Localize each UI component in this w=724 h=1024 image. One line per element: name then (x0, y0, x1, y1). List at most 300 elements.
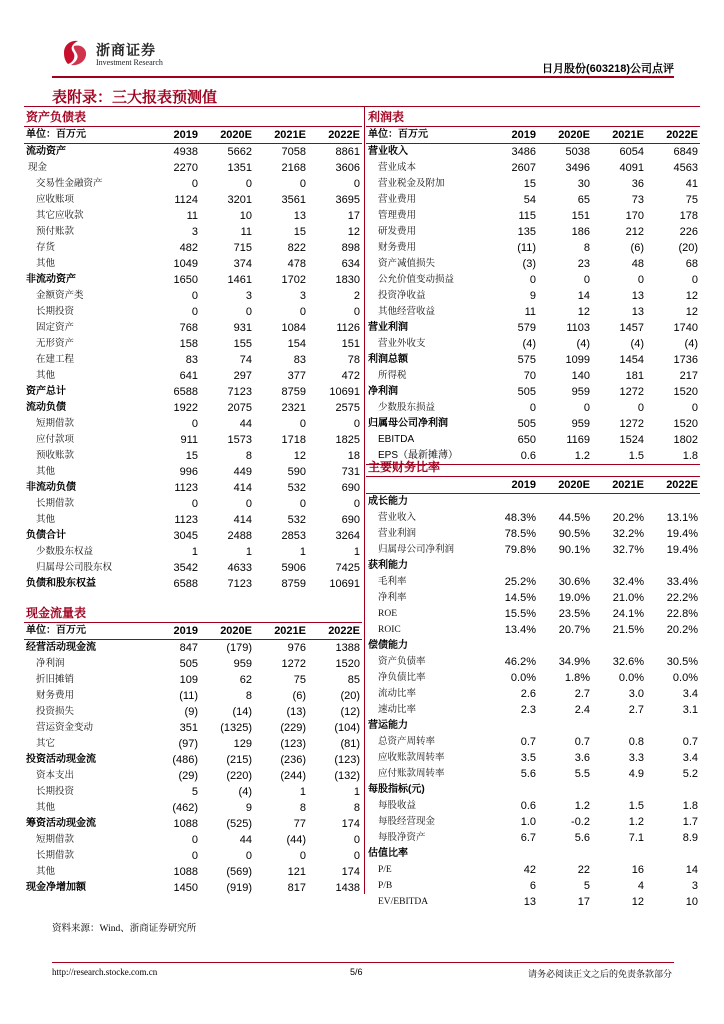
row-value: 6588 (173, 385, 198, 398)
row-value: 75 (685, 193, 698, 206)
row-label: 其他 (36, 866, 56, 877)
table-row (24, 464, 362, 480)
row-value: 0 (529, 273, 536, 286)
table-row (366, 320, 700, 336)
row-label: 其他 (36, 802, 56, 813)
row-value: 7058 (281, 145, 306, 158)
row-value: (462) (172, 801, 198, 814)
table-row (24, 400, 362, 416)
table-row (24, 848, 362, 864)
col-header: 2022E (646, 126, 700, 143)
row-label: 交易性金融资产 (36, 178, 103, 189)
table-row (366, 493, 700, 510)
row-value: (132) (334, 769, 360, 782)
table-row (366, 510, 700, 526)
row-label: EV/EBITDA (378, 896, 429, 907)
row-value: 78.5% (504, 527, 536, 540)
row-label: 营业成本 (378, 162, 417, 173)
row-value: 5662 (227, 145, 252, 158)
row-value: 0 (691, 273, 698, 286)
row-value: 129 (233, 737, 252, 750)
row-label: 营业外收支 (378, 338, 426, 349)
row-value: 0 (245, 305, 252, 318)
row-value: 641 (179, 369, 198, 382)
row-label: 总资产周转率 (378, 736, 436, 747)
row-label: 管理费用 (378, 210, 417, 221)
row-value: 14.5% (504, 591, 536, 604)
row-value: 8 (353, 801, 360, 814)
row-label: 营运能力 (368, 719, 408, 731)
row-label: 归属母公司净利润 (378, 544, 455, 555)
row-label: 应收账项 (36, 194, 75, 205)
row-value: (4) (576, 337, 590, 350)
row-value: 7123 (227, 385, 252, 398)
row-value: 0 (191, 417, 198, 430)
row-value: 5906 (281, 561, 306, 574)
row-value: 1573 (227, 433, 252, 446)
row-value (646, 558, 700, 574)
table-row (366, 782, 700, 798)
row-value: 75 (293, 673, 306, 686)
financial-ratios-title: 主要财务比率 (366, 458, 700, 476)
row-value: 579 (517, 321, 536, 334)
row-value: (179) (226, 641, 252, 654)
table-row (366, 256, 700, 272)
row-label: 应付账款周转率 (378, 768, 445, 779)
row-label: 其他 (36, 514, 56, 525)
row-value: 0 (245, 849, 252, 862)
table-row (366, 574, 700, 590)
row-value (646, 493, 700, 510)
row-label: 净负债比率 (378, 672, 426, 683)
table-row (366, 718, 700, 734)
row-value: 36 (631, 177, 644, 190)
row-value: 6849 (673, 145, 698, 158)
table-row (366, 606, 700, 622)
table-row (24, 768, 362, 784)
row-label: 长期投资 (36, 786, 75, 797)
row-value: 1126 (336, 321, 360, 334)
row-value: (81) (340, 737, 360, 750)
row-value: 1 (191, 545, 198, 558)
row-value: 959 (571, 417, 590, 430)
row-value: 5.6 (520, 767, 536, 780)
row-value: 226 (679, 225, 698, 238)
row-label: 长期借款 (36, 498, 75, 509)
row-value: 12 (685, 305, 698, 318)
row-value (484, 718, 538, 734)
row-value: 13 (293, 209, 306, 222)
row-value: 48.3% (504, 511, 536, 524)
row-value: 0 (299, 305, 306, 318)
row-value (592, 638, 646, 654)
row-value: (12) (340, 705, 360, 718)
row-value: (123) (334, 753, 360, 766)
row-value: 44 (239, 833, 252, 846)
row-value: (9) (184, 705, 198, 718)
row-value: 2270 (173, 161, 198, 174)
header-divider (52, 76, 674, 78)
row-value: 0 (191, 833, 198, 846)
table-row (24, 176, 362, 192)
row-value: 20.2% (612, 511, 644, 524)
row-value: 1802 (673, 433, 698, 446)
row-label: 预付账款 (36, 226, 75, 237)
table-row (366, 862, 700, 878)
row-value: 135 (517, 225, 536, 238)
row-value (646, 846, 700, 862)
row-value: 1099 (565, 353, 590, 366)
row-value: 11 (240, 225, 252, 238)
row-value: 4 (637, 879, 644, 892)
table-row (24, 880, 362, 896)
col-header: 2021E (254, 126, 308, 143)
row-value: 30.6% (558, 575, 590, 588)
row-value: 0 (245, 497, 252, 510)
row-value: 0 (637, 273, 644, 286)
row-value (646, 718, 700, 734)
row-label: 折旧摊销 (36, 674, 75, 685)
balance-unit: 单位：百万元 (24, 126, 146, 143)
row-value: 1450 (173, 881, 198, 894)
row-value: 217 (679, 369, 698, 382)
row-value: 976 (287, 641, 306, 654)
row-value: 532 (287, 481, 306, 494)
table-row (366, 368, 700, 384)
row-value: (13) (286, 705, 306, 718)
row-label: 资本支出 (36, 770, 75, 781)
row-value: 472 (341, 369, 360, 382)
table-row (24, 832, 362, 848)
table-row (24, 224, 362, 240)
row-value: 16 (631, 863, 644, 876)
row-value: 62 (239, 673, 252, 686)
row-label: 非流动负债 (26, 481, 76, 493)
row-value: 414 (233, 481, 252, 494)
row-value: (11) (517, 241, 536, 254)
cash-flow-title: 现金流量表 (24, 604, 362, 622)
col-header: 2019 (484, 126, 538, 143)
row-value: 12 (631, 895, 644, 908)
row-value: 1740 (673, 321, 698, 334)
row-label: 获利能力 (368, 559, 408, 571)
row-value: 2575 (335, 401, 360, 414)
row-value: 0.0% (672, 671, 698, 684)
row-value: 1.8 (682, 799, 698, 812)
row-value (538, 782, 592, 798)
row-value: 0.6 (520, 799, 536, 812)
row-value: 2.7 (628, 703, 644, 716)
row-value: 1.2 (628, 815, 644, 828)
row-value: 959 (571, 385, 590, 398)
table-row (24, 576, 362, 592)
row-label: 营业收入 (368, 145, 408, 157)
row-value: 0 (691, 401, 698, 414)
row-value: 6054 (619, 145, 644, 158)
row-value (592, 558, 646, 574)
row-value: 9 (245, 801, 252, 814)
table-row (24, 864, 362, 880)
row-value: 140 (571, 369, 590, 382)
row-label: 归属母公司净利润 (368, 417, 448, 429)
table-row (24, 480, 362, 496)
row-value: 90.5% (558, 527, 590, 540)
row-label: 其它应收款 (36, 210, 84, 221)
table-row (366, 654, 700, 670)
table-row (366, 798, 700, 814)
table-row (24, 736, 362, 752)
row-value: 1351 (227, 161, 252, 174)
row-label: 存货 (36, 242, 56, 253)
row-label: EPS（最新摊薄） (366, 448, 484, 465)
row-value: 25.2% (504, 575, 536, 588)
row-value (538, 638, 592, 654)
table-row (366, 702, 700, 718)
row-label: 投资净收益 (378, 290, 426, 301)
row-value: (4) (238, 785, 252, 798)
row-value: 15 (523, 177, 536, 190)
row-value: 1718 (281, 433, 306, 446)
table-row (24, 240, 362, 256)
table-row (24, 432, 362, 448)
row-value: 931 (233, 321, 252, 334)
row-value: 1438 (335, 881, 360, 894)
row-value: 174 (341, 817, 360, 830)
table-row (366, 734, 700, 750)
row-value (484, 558, 538, 574)
row-label: 营运资金变动 (36, 722, 94, 733)
row-value: 3.1 (682, 703, 698, 716)
row-value: 0 (191, 305, 198, 318)
row-value: 5.5 (574, 767, 590, 780)
col-header: 2020E (538, 476, 592, 493)
row-value: 0 (245, 177, 252, 190)
table-row (24, 384, 362, 400)
balance-sheet-title: 资产负债表 (24, 108, 362, 126)
row-label: 筹资活动现金流 (26, 817, 96, 829)
row-value: 54 (523, 193, 536, 206)
row-label: 每股指标(元) (368, 783, 425, 795)
row-value: 996 (179, 465, 198, 478)
row-value: 13.4% (504, 623, 536, 636)
row-label: 经营活动现金流 (26, 641, 96, 653)
row-value: 0 (583, 401, 590, 414)
row-label: 应收账款周转率 (378, 752, 445, 763)
row-value: 24.1% (612, 607, 644, 620)
row-label: 少数股东权益 (36, 546, 94, 557)
row-value: 77 (293, 817, 306, 830)
row-value: 83 (185, 353, 198, 366)
row-value: 0 (191, 497, 198, 510)
row-value: 1088 (173, 817, 198, 830)
table-row (366, 304, 700, 320)
row-value: 15 (185, 449, 198, 462)
row-value: 1 (299, 545, 306, 558)
row-value: 22.2% (666, 591, 698, 604)
row-value: 3606 (335, 161, 360, 174)
table-row (366, 272, 700, 288)
row-value: 3.4 (682, 751, 698, 764)
row-label: 其他 (36, 370, 56, 381)
row-value: 83 (293, 353, 306, 366)
row-label: 所得税 (378, 370, 407, 381)
col-header: 2021E (592, 126, 646, 143)
row-value: (525) (226, 817, 252, 830)
row-label: 每股经营现金 (378, 816, 436, 827)
row-value: 0 (191, 849, 198, 862)
table-row (24, 208, 362, 224)
row-value: (6) (630, 241, 644, 254)
table-row (24, 304, 362, 320)
row-label: 少数股东损益 (378, 402, 436, 413)
footer-divider (52, 962, 674, 963)
row-value: 377 (287, 369, 306, 382)
row-label: 流动资产 (26, 145, 66, 157)
row-value: 1.5 (592, 448, 646, 465)
row-label: 负债合计 (26, 529, 66, 541)
row-value: 7.1 (628, 831, 644, 844)
row-label: 归属母公司股东权 (36, 562, 113, 573)
row-value: 12 (347, 225, 360, 238)
row-value (592, 782, 646, 798)
row-label: 应付款项 (36, 434, 75, 445)
row-value: 2488 (227, 529, 252, 542)
row-value: 1 (353, 545, 360, 558)
row-value: 2321 (281, 401, 306, 414)
row-value: 6.7 (520, 831, 536, 844)
row-value: 70 (523, 369, 536, 382)
row-label: 非流动资产 (26, 273, 76, 285)
row-value: 42 (523, 863, 536, 876)
table-row (24, 720, 362, 736)
row-label: 营业税金及附加 (378, 178, 445, 189)
row-value: 0 (637, 401, 644, 414)
table-row (366, 590, 700, 606)
row-label: 流动负债 (26, 401, 66, 413)
row-value: 20.2% (666, 623, 698, 636)
row-value: 10 (685, 895, 698, 908)
financial-ratios-table (366, 458, 700, 910)
row-value: 1272 (619, 417, 644, 430)
page-header (52, 38, 674, 74)
table-row (366, 432, 700, 448)
row-value: 0 (191, 177, 198, 190)
row-value: 7425 (335, 561, 360, 574)
row-value: 174 (341, 865, 360, 878)
row-value: 0 (299, 849, 306, 862)
row-value: 17 (577, 895, 590, 908)
row-value: 23.5% (558, 607, 590, 620)
table-row (24, 320, 362, 336)
row-value: (215) (226, 753, 252, 766)
row-value: 21.5% (612, 623, 644, 636)
row-value: 0.7 (520, 735, 536, 748)
row-value: 2.3 (520, 703, 536, 716)
row-value: 1.2 (574, 799, 590, 812)
row-value: 1.7 (682, 815, 698, 828)
row-label: 其它 (36, 738, 56, 749)
table-row (24, 512, 362, 528)
row-value (592, 846, 646, 862)
table-row (366, 814, 700, 830)
table-row (24, 816, 362, 832)
row-value: (3) (522, 257, 536, 270)
footer-url[interactable]: http://research.stocke.com.cn (52, 967, 158, 977)
row-value: 3486 (511, 145, 536, 158)
row-value: 3.0 (628, 687, 644, 700)
row-value: 19.4% (666, 527, 698, 540)
row-value: 2853 (281, 529, 306, 542)
row-value: 3.4 (682, 687, 698, 700)
table-row (366, 336, 700, 352)
col-header: 2020E (538, 126, 592, 143)
row-value: 1457 (619, 321, 644, 334)
row-value: 90.1% (558, 543, 590, 556)
row-value: 186 (571, 225, 590, 238)
row-value: 482 (179, 241, 198, 254)
row-label: 现金 (28, 162, 48, 173)
row-value: 109 (179, 673, 198, 686)
row-value: 2075 (227, 401, 252, 414)
row-label: ROE (378, 608, 397, 619)
row-value (538, 493, 592, 510)
row-value: 15.5% (504, 607, 536, 620)
row-value: 911 (180, 433, 198, 446)
row-value: 20.7% (558, 623, 590, 636)
row-label: 长期借款 (36, 850, 75, 861)
row-value: 15 (293, 225, 306, 238)
table-row (24, 448, 362, 464)
row-value: 0.0% (510, 671, 536, 684)
row-value: 5 (191, 785, 198, 798)
row-value: 32.7% (612, 543, 644, 556)
row-label: 营业利润 (378, 528, 417, 539)
row-value (646, 782, 700, 798)
row-value: 121 (287, 865, 306, 878)
row-label: 预收账款 (36, 450, 75, 461)
row-value (592, 493, 646, 510)
row-value: 34.9% (558, 655, 590, 668)
logo-icon (60, 38, 90, 68)
row-value: (919) (226, 881, 252, 894)
table-row (24, 704, 362, 720)
balance-sheet-table (24, 108, 362, 592)
table-row (24, 272, 362, 288)
row-label: 净利率 (378, 592, 407, 603)
row-value: 1088 (173, 865, 198, 878)
row-value: 1272 (619, 385, 644, 398)
row-value (592, 718, 646, 734)
row-label: 成长能力 (368, 495, 408, 507)
row-value: 46.2% (504, 655, 536, 668)
row-value: 2 (353, 289, 360, 302)
income-statement-table (366, 108, 700, 465)
row-label: 财务费用 (378, 242, 417, 253)
table-row (366, 670, 700, 686)
row-value: 0 (299, 417, 306, 430)
row-value: 1922 (173, 401, 198, 414)
table-row (24, 784, 362, 800)
row-label: 营业利润 (368, 321, 408, 333)
row-label: 资产减值损失 (378, 258, 436, 269)
col-header: 2019 (146, 126, 200, 143)
table-row (366, 192, 700, 208)
row-value: 5.2 (682, 767, 698, 780)
row-value: 212 (625, 225, 644, 238)
table-row (366, 160, 700, 176)
table-row (366, 176, 700, 192)
table-row (366, 558, 700, 574)
